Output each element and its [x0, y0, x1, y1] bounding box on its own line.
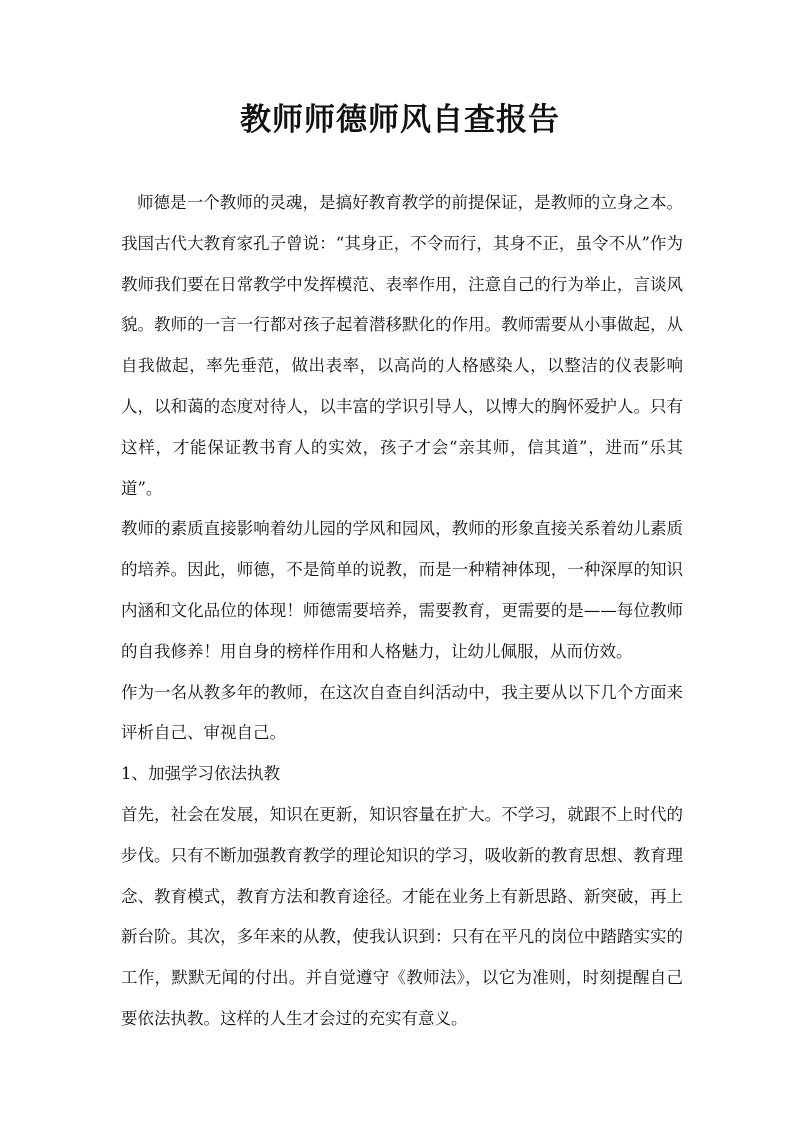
document-title: 教师师德师风自查报告: [240, 102, 560, 138]
section-heading-1: 1、加强学习依法执教: [121, 764, 280, 784]
paragraph-teacher-quality: 教师的素质直接影响着幼儿园的学风和园风，教师的形象直接关系着幼儿素质的培养。因此，师德，不是简单的说教，而是一种精神体现，一种深厚的知识内涵和文化品位的体现！师德需要培养，需要教育，更需要的是——每位教师的自我修养！用自身的榜样作用和人格魅力，让幼儿佩服，从而仿效。: [121, 519, 683, 661]
document-body: [121, 183, 683, 1040]
paragraph-intro: 师德是一个教师的灵魂，是搞好教育教学的前提保证，是教师的立身之本。我国古代大教育家孔子曾说：“其身正，不令而行，其身不正，虽令不从”作为教师我们要在日常教学中发挥模范、表率作用，注意自己的行为举止，言谈风貌。教师的一言一行都对孩子起着潜移默化的作用。教师需要从小事做起，从自我做起，率先垂范，做出表率，以高尚的人格感染人，以整洁的仪表影响人，以和蔼的态度对待人，以丰富的学识引导人，以博大的胸怀爱护人。只有这样，才能保证教书育人的实效，孩子才会“亲其师，信其道”，进而“乐其道”。: [121, 193, 683, 498]
paragraph-self-review: 作为一名从教多年的教师，在这次自查自纠活动中，我主要从以下几个方面来评析自己、审视自己。: [121, 682, 683, 743]
paragraph-learning: 首先，社会在发展，知识在更新，知识容量在扩大。不学习，就跟不上时代的步伐。只有不断加强教育教学的理论知识的学习，吸收新的教育思想、教育理念、教育模式，教育方法和教育途径。才能在业务上有新思路、新突破，再上新台阶。其次，多年来的从教，使我认识到：只有在平凡的岗位中踏踏实实的工作，默默无闻的付出。并自觉遵守《教师法》，以它为准则，时刻提醒自己要依法执教。这样的人生才会过的充实有意义。: [121, 804, 683, 1028]
